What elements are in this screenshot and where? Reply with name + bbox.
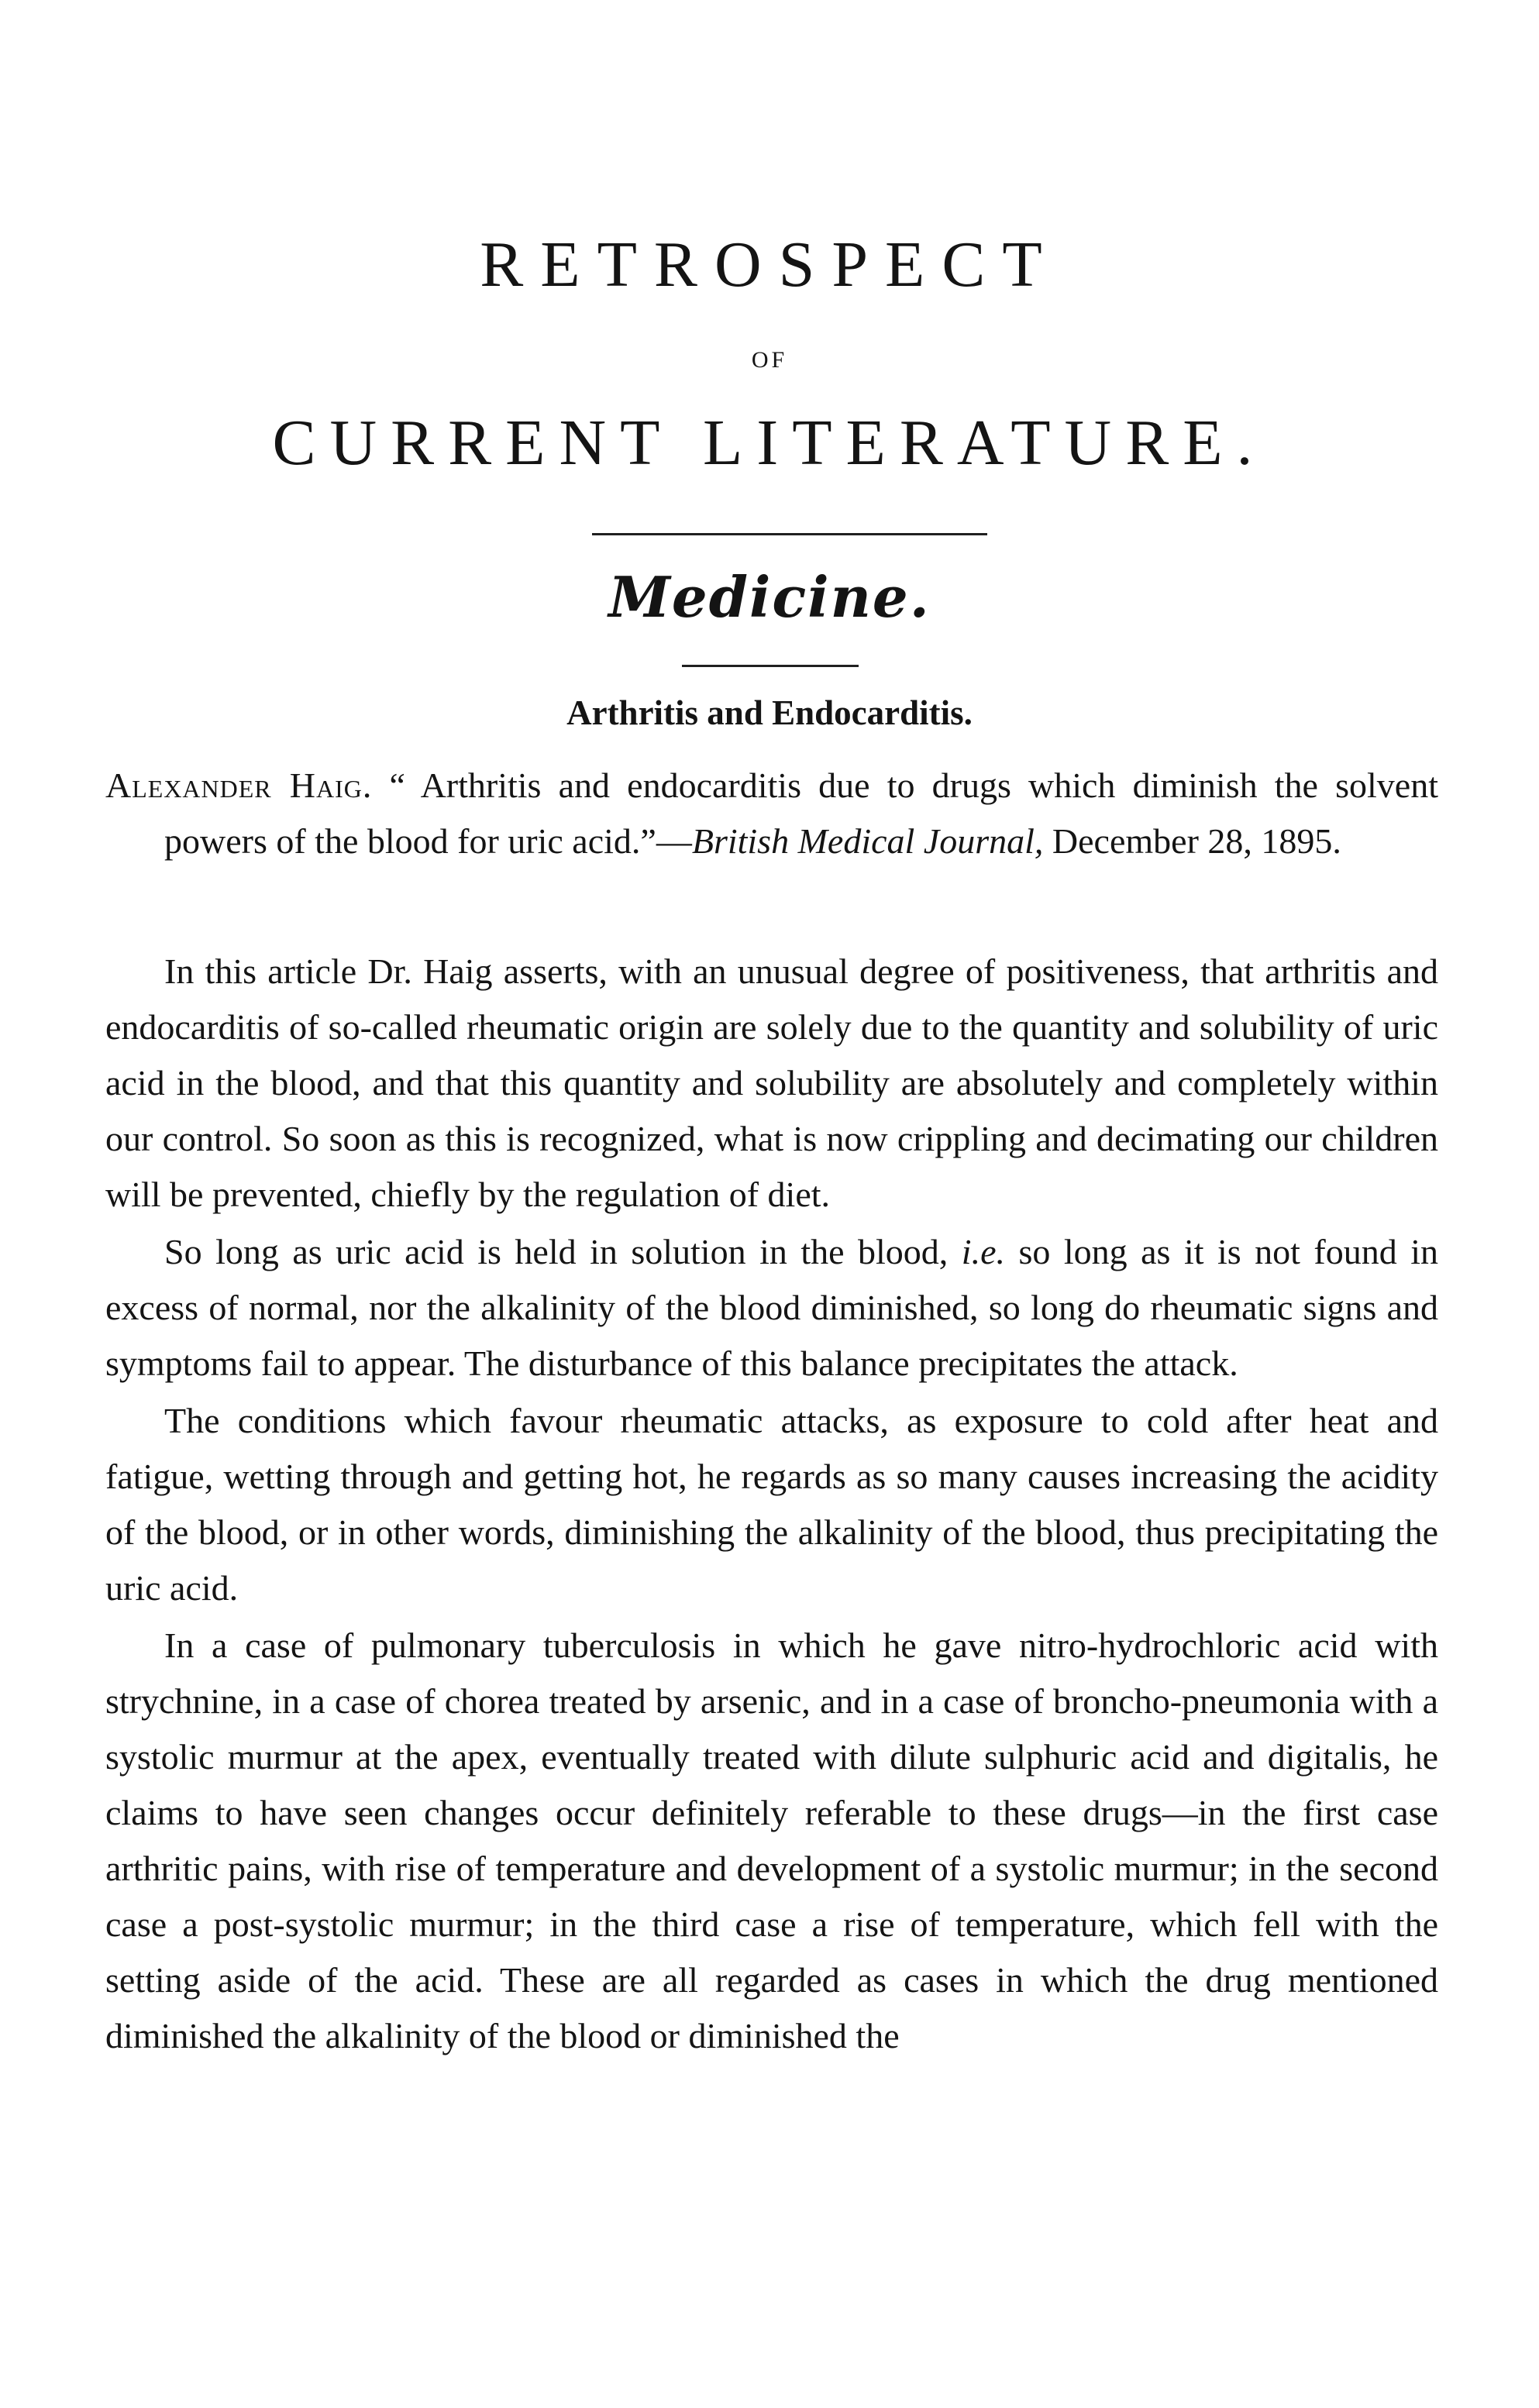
paragraph-2-end: so long as it is not found in excess of normal, nor the alkalinity of the blood diminished, so long do rheumatic signs and symptoms fail to appear. The disturbance of this balance precipitates the attack. bbox=[105, 1232, 1438, 1383]
citation-journal: British Medical Journal, bbox=[691, 821, 1044, 861]
page-subtitle: CURRENT LITERATURE. bbox=[272, 407, 1267, 479]
citation bbox=[105, 758, 1438, 869]
paragraph-2 bbox=[105, 1224, 1438, 1391]
article-body bbox=[105, 944, 1438, 2066]
paragraph-1: In this article Dr. Haig asserts, with an unusual degree of positiveness, that arthritis and endocarditis of so-called rheumatic origin are solely due to the quantity and solubility of uric acid in the blood, and that this quantity and solubility are absolutely and completely within our control. So soon as this is recognized, what is now crippling and decimating our children will be prevented, chiefly by the regulation of diet. bbox=[105, 951, 1438, 1214]
paragraph-2-ie: i.e. bbox=[961, 1232, 1005, 1271]
citation-dash: — bbox=[656, 821, 692, 861]
title-connector: OF bbox=[751, 347, 788, 373]
citation-quote: “ Arthritis and endocarditis due to drugs which diminish the solvent powers of the blood for uric acid.” bbox=[164, 765, 1438, 861]
paragraph-3: The conditions which favour rheumatic attacks, as exposure to cold after heat and fatigue, wetting through and getting hot, he regards as so many causes increasing the acidity of the blood, or in other words, diminishing the alkalinity of the blood, thus precipitating the uric acid. bbox=[105, 1401, 1438, 1608]
divider-top bbox=[592, 533, 987, 535]
page-title: RETROSPECT bbox=[480, 229, 1059, 301]
paragraph-4: In a case of pulmonary tuberculosis in which he gave nitro-hydrochloric acid with strychnine, in a case of chorea treated by arsenic, and in a case of broncho-pneumonia with a systolic murmur at the apex, eventually treated with dilute sulphuric acid and digitalis, he claims to have seen changes occur definitely referable to these drugs—in the first case arthritic pains, with rise of temperature and development of a systolic murmur; in the second case a post-systolic murmur; in the third case a rise of temperature, which fell with the setting aside of the acid. These are all regarded as cases in which the drug mentioned diminished the alkalinity of the blood or diminished the bbox=[105, 1625, 1438, 2055]
citation-date: December 28, 1895. bbox=[1043, 821, 1341, 861]
divider-bottom bbox=[682, 665, 859, 667]
paragraph-2-start: So long as uric acid is held in solution in the blood, bbox=[164, 1232, 962, 1271]
article-title: Arthritis and Endocarditis. bbox=[566, 693, 973, 732]
section-heading: Medicine. bbox=[608, 564, 931, 630]
citation-author: Alexander Haig. bbox=[105, 765, 373, 805]
